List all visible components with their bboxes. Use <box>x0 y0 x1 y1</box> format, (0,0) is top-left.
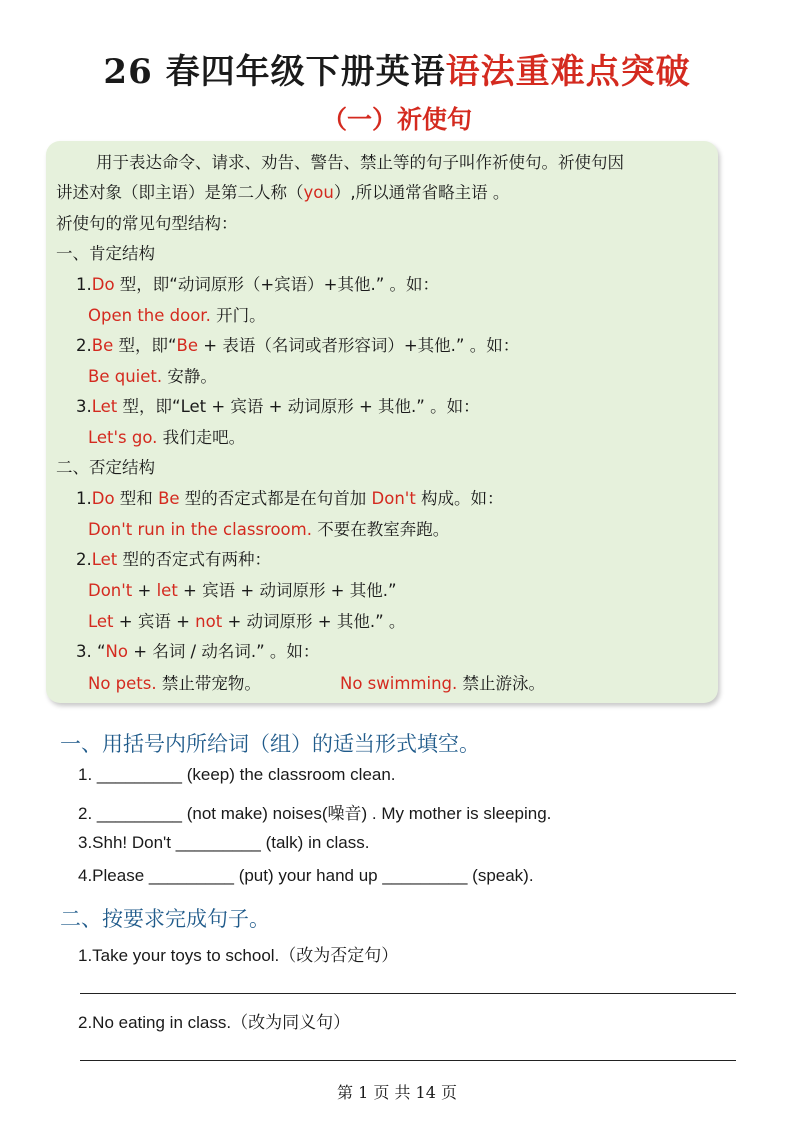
heading-affirmative: 一、肯定结构 <box>56 244 155 263</box>
example-open-door: Open the door. 开门。 <box>88 306 266 325</box>
page-number: 1 <box>358 1083 369 1102</box>
example-no-pets: No pets. 禁止带宠物。 <box>88 674 261 693</box>
page-title <box>0 44 794 93</box>
grammar-notes-box <box>46 141 718 703</box>
intro-line-1: 用于表达命令、请求、劝告、警告、禁止等的句子叫作祈使句。祈使句因 <box>96 153 624 172</box>
heading-negative: 二、否定结构 <box>56 458 155 477</box>
exercise-1-item-2: 2. _________ (not make) noises(噪音) . My mother is sleeping. <box>78 804 552 823</box>
negative-let-rule: 2.Let 型的否定式有两种： <box>76 550 272 569</box>
exercise-2-item-2: 2.No eating in class.（改为同义句） <box>78 1013 351 1032</box>
negative-do-be-rule: 1.Do 型和 Be 型的否定式都是在句首加 Don't 构成。如： <box>76 489 504 508</box>
section-2-heading: 二、按要求完成句子。 <box>60 907 270 931</box>
example-dont-run: Don't run in the classroom. 不要在教室奔跑。 <box>88 520 450 539</box>
section-1-heading: 一、用括号内所给词（组）的适当形式填空。 <box>60 732 480 756</box>
example-lets-go: Let's go. 我们走吧。 <box>88 428 246 447</box>
page-subtitle: （一）祈使句 <box>321 105 472 134</box>
title-red: 语法重难点突破 <box>445 52 691 92</box>
intro-line-3: 祈使句的常见句型结构： <box>56 214 238 233</box>
be-type-rule: 2.Be 型，即“Be + 表语（名词或者形容词）+其他.” 。如： <box>76 336 520 355</box>
do-type-rule: 1.Do 型，即“动词原形（+宾语）+其他.” 。如： <box>76 275 440 294</box>
negative-let-form-2: Let + 宾语 + not + 动词原形 + 其他.” 。 <box>88 612 406 631</box>
example-no-swimming: No swimming. 禁止游泳。 <box>340 674 546 693</box>
title-black: 26 春四年级下册英语 <box>103 52 446 92</box>
answer-line-2[interactable] <box>80 1060 736 1061</box>
negative-let-form-1: Don't + let + 宾语 + 动词原形 + 其他.” <box>88 581 397 600</box>
example-be-quiet: Be quiet. 安静。 <box>88 367 217 386</box>
no-type-rule: 3. “No + 名词 / 动名词.” 。如： <box>76 642 320 661</box>
intro-line-2: 讲述对象（即主语）是第二人称（you）,所以通常省略主语 。 <box>56 183 510 202</box>
page-footer: 第 1 页 共 14 页 <box>337 1083 457 1102</box>
answer-line-1[interactable] <box>80 993 736 994</box>
exercise-1-item-4: 4.Please _________ (put) your hand up _________ (speak). <box>78 866 534 885</box>
exercise-1-item-1: 1. _________ (keep) the classroom clean. <box>78 765 396 784</box>
page-total: 14 <box>415 1083 436 1102</box>
let-type-rule: 3.Let 型，即“Let + 宾语 + 动词原形 + 其他.” 。如： <box>76 397 480 416</box>
exercise-1-item-3: 3.Shh! Don't _________ (talk) in class. <box>78 833 370 852</box>
exercise-2-item-1: 1.Take your toys to school.（改为否定句） <box>78 946 399 965</box>
